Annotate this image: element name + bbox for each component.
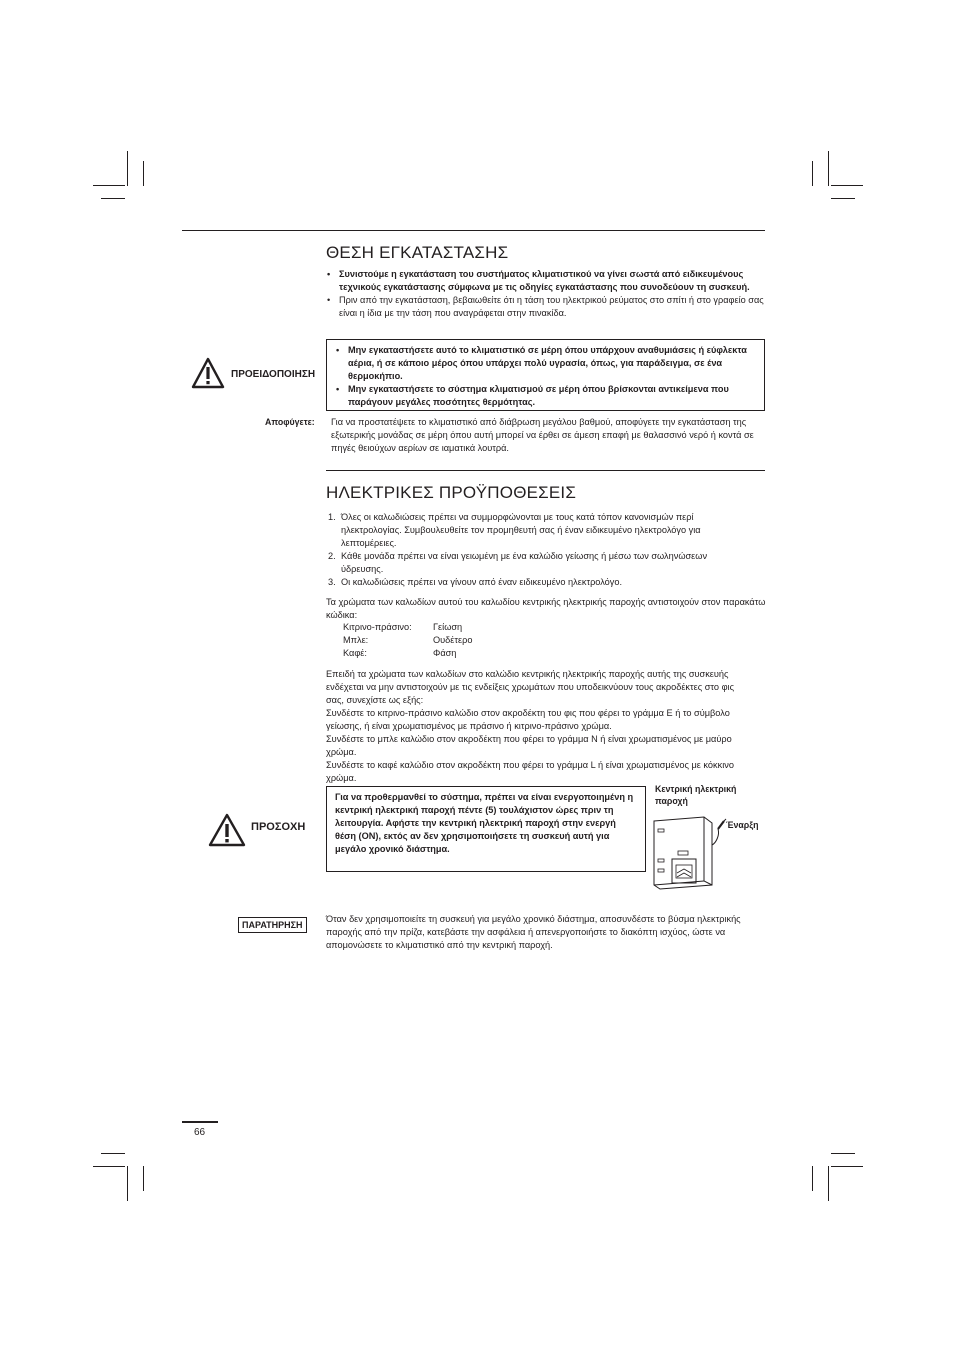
figure-on-label: Έναρξη xyxy=(726,820,759,830)
list-item: • Μην εγκαταστήσετε το σύστημα κλιματισμού σε μέρη όπου βρίσκονται αντικείμενα που παράγουν μεγάλες ποσότητες θερμότητας. xyxy=(335,383,754,409)
table-row xyxy=(343,647,472,660)
installation-bullets xyxy=(326,268,766,320)
paragraph: Συνδέστε το κιτρινο-πράσινο καλώδιο στον ακροδέκτη του φις που φέρει το γράμμα E ή το σύμβολο γείωσης, ή είναι χρωματισμένος με πράσινο ή κιτρινο-πράσινο χρώμα. xyxy=(326,708,730,731)
avoid-text: Για να προστατέψετε το κλιματιστικό από διάβρωση μεγάλου βαθμού, αποφύγετε την εγκατάσταση της εξωτερικής μονάδας σε μέρη όπου αυτή μπορεί να έρθει σε άμεση επαφή με θαλασσινό νερό ή κοντά σε πηγές θειούχων αερίων σε ιαματικά λουτρά. xyxy=(331,417,754,453)
crop-mark xyxy=(831,198,855,199)
crop-mark xyxy=(93,185,125,186)
list-number: 1. xyxy=(328,512,336,522)
crop-mark xyxy=(143,1166,144,1191)
caution-box xyxy=(326,786,646,872)
table-row xyxy=(343,621,472,634)
caution-text: Για να προθερμανθεί το σύστημα, πρέπει να είναι ενεργοποιημένη η κεντρική ηλεκτρική παροχή πέντε (5) τουλάχιστον ώρες πριν τη λειτουργία. Αφήστε την κεντρική ηλεκτρική παροχή στην ενεργή θέση (ON), εκτός αν δεν χρησιμοποιήσετε τη συσκευή αυτή για μεγάλο χρονικό διάστημα. xyxy=(335,792,634,854)
crop-mark xyxy=(828,151,829,186)
crop-mark xyxy=(127,1166,128,1201)
wiring-instructions xyxy=(326,668,748,785)
list-item xyxy=(326,511,751,550)
section-title-electrical: ΗΛΕΚΤΡΙΚΕΣ ΠΡΟΫΠΟΘΕΣΕΙΣ xyxy=(326,483,577,502)
colors-intro: Τα χρώματα των καλωδίων αυτού του καλωδίου κεντρικής ηλεκτρικής παροχής αντιστοιχούν στον παρακάτω κώδικα: xyxy=(326,597,766,620)
section-title-installation: ΘΕΣΗ ΕΓΚΑΤΑΣΤΑΣΗΣ xyxy=(326,243,509,262)
note-text: Όταν δεν χρησιμοποιείτε τη συσκευή για μεγάλο χρονικό διάστημα, αποσυνδέστε το βύσμα ηλεκτρικής παροχής από την πρίζα, κατεβάστε την ασφάλεια ή απενεργοποιήστε το διακόπτη ισχύος, ώστε να απομονώσετε το κλιματιστικό από την κεντρική παροχή. xyxy=(326,914,741,950)
wire-color: Καφέ: xyxy=(343,648,367,658)
section-divider xyxy=(182,230,765,231)
crop-mark xyxy=(812,161,813,186)
crop-mark xyxy=(831,1166,863,1167)
electrical-numbered-list xyxy=(326,511,751,589)
crop-mark xyxy=(101,1153,125,1154)
avoid-label: Αποφύγετε: xyxy=(265,417,315,427)
crop-mark xyxy=(831,1153,855,1154)
crop-mark xyxy=(127,151,128,186)
warning-icon xyxy=(191,357,225,389)
wire-color: Μπλε: xyxy=(343,635,369,645)
paragraph: Συνδέστε το καφέ καλώδιο στον ακροδέκτη που φέρει το γράμμα L ή είναι χρωματισμένος με κόκκινο χρώμα. xyxy=(326,760,734,783)
list-item: • Πριν από την εγκατάσταση, βεβαιωθείτε ότι η τάση του ηλεκτρικού ρεύματος στο σπίτι ή στο γραφείο σας είναι η ίδια με την τάση που αναγράφεται στην πινακίδα. xyxy=(326,294,766,320)
crop-mark xyxy=(828,1166,829,1201)
table-row xyxy=(343,634,472,647)
section-divider xyxy=(326,470,765,471)
crop-mark xyxy=(831,185,863,186)
paragraph: Επειδή τα χρώματα των καλωδίων στο καλώδιο κεντρικής ηλεκτρικής παροχής αυτής της συσκευής ενδέχεται να μην αντιστοιχούν με τις ενδείξεις χρωμάτων που υποδεικνύουν τους ακροδέκτες στο φις σας, συνεχίστε ως εξής: xyxy=(326,669,734,705)
list-number: 2. xyxy=(328,551,336,561)
crop-mark xyxy=(93,1166,125,1167)
list-item xyxy=(326,550,751,576)
warning-box xyxy=(326,339,765,411)
list-item: • Συνιστούμε η εγκατάσταση του συστήματος κλιματιστικού να γίνει σωστά από ειδικευμένους τεχνικούς εγκατάστασης σύμφωνα με τις οδηγίες εγκατάστασης που συνοδεύουν τη συσκευή. xyxy=(326,268,766,294)
wire-color: Κιτρινο-πράσινο: xyxy=(343,622,412,632)
list-text: Κάθε μονάδα πρέπει να είναι γειωμένη με ένα καλώδιο γείωσης ή μέσω των σωληνώσεων ύδρευσης. xyxy=(341,551,708,574)
figure-caption: Κεντρική ηλεκτρική παροχή xyxy=(655,784,737,806)
caution-icon xyxy=(208,813,246,847)
list-number: 3. xyxy=(328,577,336,587)
list-text: Οι καλωδιώσεις πρέπει να γίνουν από έναν ειδικευμένο ηλεκτρολόγο. xyxy=(341,577,623,587)
crop-mark xyxy=(143,161,144,186)
paragraph: Συνδέστε το μπλε καλώδιο στον ακροδέκτη που φέρει το γράμμα N ή είναι χρωματισμένος με μαύρο χρώμα. xyxy=(326,734,732,757)
list-item xyxy=(326,576,751,589)
caution-label: ΠΡΟΣΟΧΗ xyxy=(251,821,306,833)
page-number: 66 xyxy=(194,1127,206,1138)
crop-mark xyxy=(812,1166,813,1191)
warning-label: ΠΡΟΕΙΔΟΠΟΙΗΣΗ xyxy=(231,369,316,380)
wire-meaning: Ουδέτερο xyxy=(433,635,473,645)
power-supply-illustration xyxy=(650,815,730,891)
wire-meaning: Φάση xyxy=(433,648,457,658)
list-item: • Μην εγκαταστήσετε αυτό το κλιματιστικό σε μέρη όπου υπάρχουν αναθυμιάσεις ή εύφλεκτα αέρια, ή σε κάποιο μέρος όπου υπάρχει πολύ υγρασία, όπως, για παράδειγμα, σε ένα θερμοκήπιο. xyxy=(335,344,754,383)
page-number-rule xyxy=(182,1121,218,1123)
note-label: ΠΑΡΑΤΗΡΗΣΗ xyxy=(238,917,307,933)
wire-color-table xyxy=(343,621,472,660)
crop-mark xyxy=(101,198,125,199)
wire-meaning: Γείωση xyxy=(433,622,463,632)
list-text: Όλες οι καλωδιώσεις πρέπει να συμμορφώνονται με τους κατά τόπον κανονισμών περί ηλεκτρολογίας. Συμβουλευθείτε τον προμηθευτή σας ή έναν ειδικευμένο ηλεκτρολόγο για λεπτομέρειες. xyxy=(341,512,701,548)
